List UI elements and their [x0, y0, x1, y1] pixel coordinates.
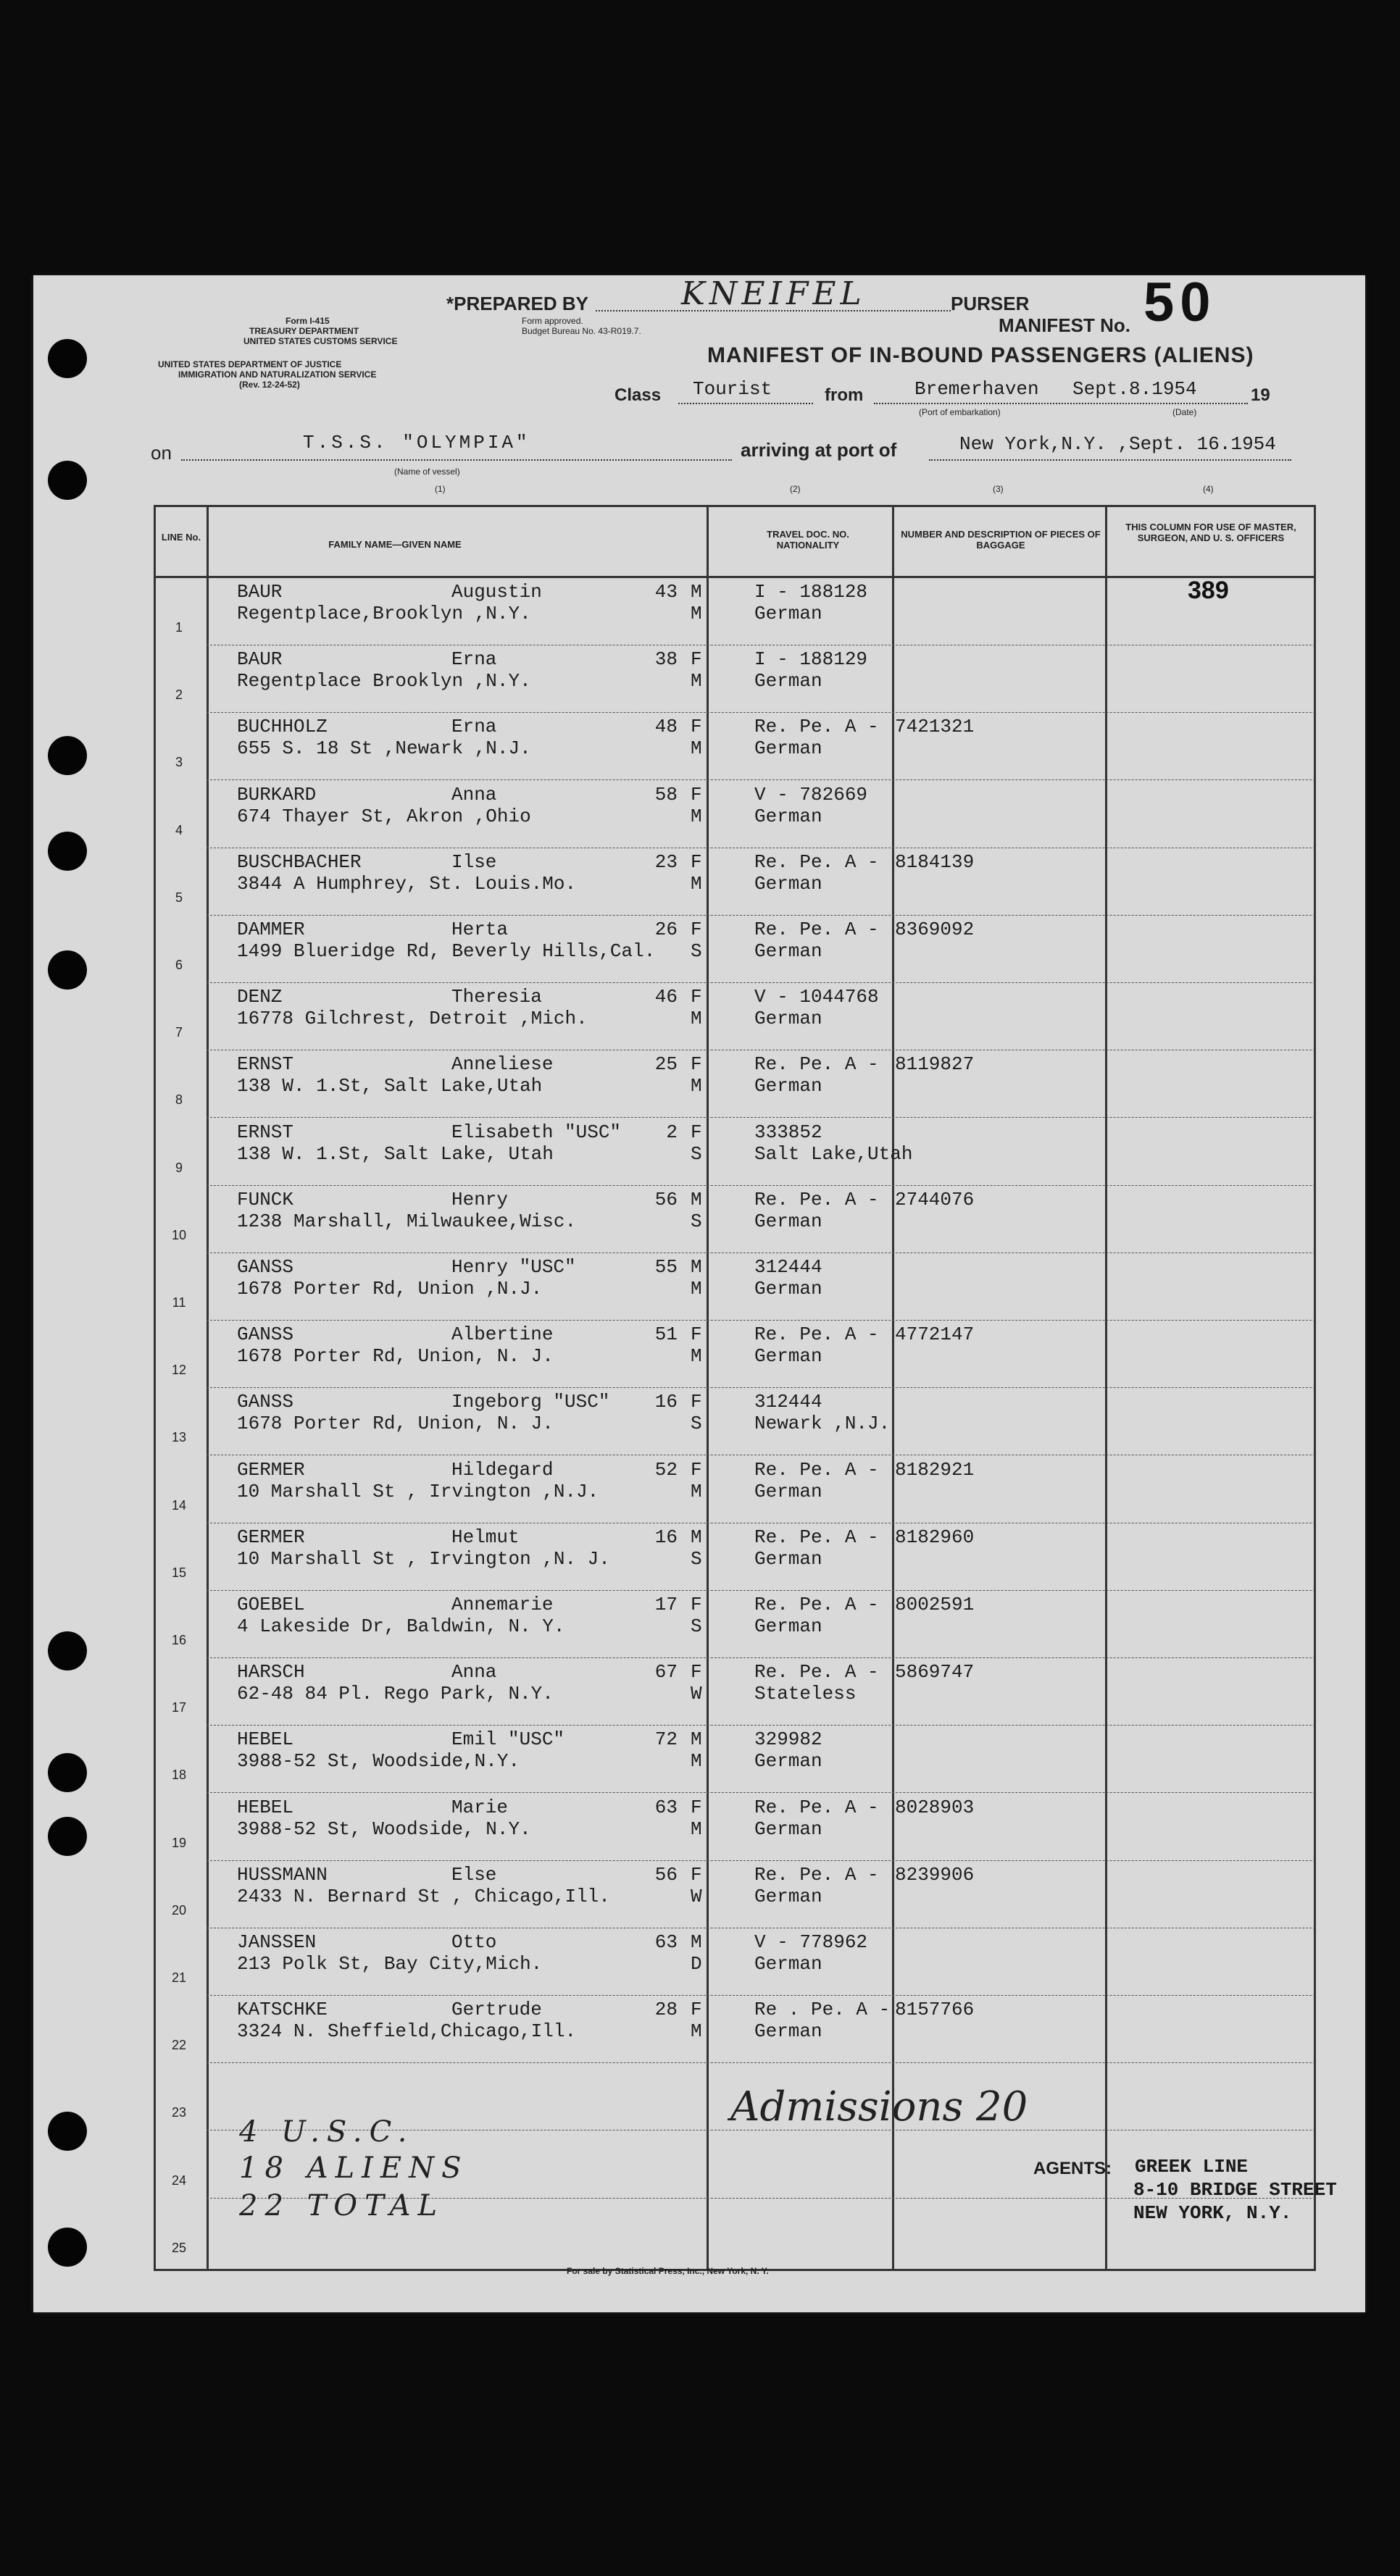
line-number: 11 [172, 1295, 186, 1310]
given-name: Augustin [451, 581, 542, 603]
agents-line-1: GREEK LINE [1135, 2156, 1249, 2178]
sex: F [691, 919, 702, 940]
age: 38 [654, 648, 678, 671]
col-caption-4: (4) [1203, 484, 1214, 494]
table-row [156, 781, 1315, 848]
table-row [156, 1591, 1315, 1658]
budget-bureau: Budget Bureau No. 43-R019.7. [522, 326, 641, 336]
marital-status: M [691, 670, 702, 693]
col-caption-3: (3) [993, 484, 1004, 494]
nationality: German [754, 1345, 822, 1368]
nationality: German [754, 1953, 822, 1975]
nationality: German [754, 737, 822, 760]
baggage-number: 8239906 [895, 1863, 975, 1886]
age: 67 [654, 1661, 678, 1684]
travel-doc-number: 312444 [754, 1391, 822, 1413]
travel-doc-number: 333852 [754, 1121, 822, 1143]
form-approved: Form approved. [522, 316, 583, 326]
sex: F [691, 1594, 702, 1615]
family-name: BUCHHOLZ [237, 716, 328, 738]
marital-status: M [691, 1008, 702, 1030]
address: Regentplace Brooklyn ,N.Y. [237, 670, 531, 693]
baggage-number: 8184139 [895, 850, 975, 873]
marital-status: M [691, 2020, 702, 2043]
address: 138 W. 1.St, Salt Lake, Utah [237, 1142, 554, 1165]
line-number: 13 [171, 1430, 187, 1445]
given-name: Marie [451, 1796, 509, 1818]
punch-hole [48, 1631, 87, 1670]
class-value: Tourist [693, 378, 772, 400]
age: 28 [654, 1999, 678, 2021]
sex: F [691, 1323, 702, 1346]
arrival-port-date: New York,N.Y. ,Sept. 16.1954 [959, 433, 1276, 455]
table-row [156, 1388, 1315, 1455]
travel-doc-number: Re. Pe. A - [754, 1053, 879, 1076]
marital-status: S [691, 1142, 702, 1165]
col-header-travel-doc: TRAVEL DOC. NO. NATIONALITY [767, 529, 849, 551]
nationality: Stateless [754, 1683, 857, 1705]
travel-doc-number: Re. Pe. A - [754, 716, 879, 738]
baggage-number: 7421321 [895, 716, 975, 738]
marital-status: S [691, 940, 702, 962]
baggage-number: 5869747 [895, 1661, 975, 1684]
table-row [156, 1523, 1315, 1591]
travel-doc-number: V - 1044768 [754, 986, 879, 1008]
baggage-number: 8369092 [895, 919, 975, 940]
given-name: Gertrude [451, 1999, 542, 2021]
age: 56 [654, 1863, 678, 1886]
age: 51 [654, 1323, 678, 1346]
family-name: GOEBEL [237, 1594, 305, 1615]
given-name: Anna [451, 1661, 497, 1684]
sex: F [691, 986, 702, 1008]
marital-status: W [691, 1885, 702, 1907]
nationality: German [754, 872, 822, 895]
travel-doc-number: Re. Pe. A - [754, 1188, 879, 1210]
punch-hole [48, 461, 87, 500]
family-name: FUNCK [237, 1188, 294, 1210]
address: 213 Polk St, Bay City,Mich. [237, 1953, 543, 1975]
table-row [156, 1321, 1315, 1388]
line-number: 16 [171, 1633, 187, 1647]
tally-total: 22 TOTAL [239, 2189, 445, 2222]
table-row [156, 645, 1315, 713]
address: 10 Marshall St , Irvington ,N.J. [237, 1480, 599, 1502]
footer-publisher: For sale by Statistical Press, Inc., New York, N. Y. [567, 2266, 769, 2276]
given-name: Hildegard [451, 1458, 554, 1481]
agents-line-3: NEW YORK, N.Y. [1133, 2202, 1292, 2224]
sex: M [691, 1188, 702, 1210]
family-name: ERNST [237, 1053, 294, 1076]
table-row [156, 1726, 1315, 1793]
line-number: 7 [175, 1025, 183, 1040]
punch-hole [48, 2228, 87, 2267]
given-name: Anneliese [451, 1053, 554, 1076]
from-label: from [825, 385, 864, 405]
family-name: KATSCHKE [237, 1999, 328, 2021]
col-header-baggage: NUMBER AND DESCRIPTION OF PIECES OF BAGGAGE [901, 529, 1101, 551]
vessel-caption: (Name of vessel) [394, 467, 460, 477]
age: 58 [654, 783, 678, 806]
nationality: Salt Lake,Utah [754, 1142, 913, 1165]
nationality: German [754, 805, 822, 827]
given-name: Annemarie [451, 1594, 554, 1615]
line-number: 14 [171, 1497, 187, 1513]
table-row [156, 916, 1315, 983]
punch-hole [48, 950, 87, 990]
class-label: Class [614, 385, 662, 405]
age: 55 [654, 1256, 678, 1278]
age: 48 [654, 716, 678, 738]
nationality: German [754, 1210, 822, 1232]
family-name: HEBEL [237, 1796, 294, 1818]
given-name: Theresia [451, 986, 542, 1008]
col-caption-2: (2) [790, 484, 801, 494]
sex: F [691, 783, 702, 806]
address: 3988-52 St, Woodside, N.Y. [237, 1818, 531, 1840]
col-caption-1: (1) [435, 484, 446, 494]
table-row [156, 1186, 1315, 1253]
col-header-officers: THIS COLUMN FOR USE OF MASTER, SURGEON, AND U. S. OFFICERS [1125, 522, 1296, 543]
table-row [156, 713, 1315, 780]
line-number: 22 [171, 2038, 187, 2053]
marital-status: M [691, 737, 702, 760]
travel-doc-number: Re. Pe. A - [754, 1661, 879, 1684]
given-name: Ilse [451, 850, 497, 873]
given-name: Erna [451, 716, 497, 738]
from-port: Bremerhaven [914, 378, 1039, 400]
line-number: 24 [171, 2173, 187, 2188]
table-row [156, 1996, 1315, 2063]
table-row [156, 578, 1315, 645]
dept-treasury: TREASURY DEPARTMENT [249, 326, 359, 336]
nationality: German [754, 670, 822, 693]
tally-usc: 4 U.S.C. [239, 2115, 414, 2149]
family-name: GERMER [237, 1458, 305, 1481]
travel-doc-number: Re. Pe. A - [754, 850, 879, 873]
travel-doc-number: Re. Pe. A - [754, 1458, 879, 1481]
baggage-number: 8119827 [895, 1053, 975, 1076]
marital-status: M [691, 805, 702, 827]
given-name: Herta [451, 919, 509, 940]
family-name: HARSCH [237, 1661, 305, 1684]
sex: M [691, 1256, 702, 1278]
col-header-line-no: LINE No. [161, 532, 201, 543]
table-row [156, 848, 1315, 916]
manifest-number: 50 [1143, 272, 1217, 333]
family-name: BUSCHBACHER [237, 850, 362, 873]
sex: F [691, 850, 702, 873]
family-name: DENZ [237, 986, 283, 1008]
age: 2 [666, 1121, 678, 1143]
family-name: HUSSMANN [237, 1863, 328, 1886]
given-name: Helmut [451, 1526, 520, 1548]
age: 63 [654, 1796, 678, 1818]
travel-doc-number: Re . Pe. A - [754, 1999, 891, 2021]
baggage-number: 2744076 [895, 1188, 975, 1210]
nationality: German [754, 1547, 822, 1570]
baggage-number: 8157766 [895, 1999, 975, 2021]
year-prefix: 19 [1251, 385, 1270, 405]
travel-doc-number: I - 188129 [754, 648, 868, 671]
family-name: GERMER [237, 1526, 305, 1548]
family-name: HEBEL [237, 1728, 294, 1751]
line-number: 1 [175, 620, 183, 635]
line-number: 4 [175, 822, 183, 837]
travel-doc-number: 312444 [754, 1256, 822, 1278]
sex: F [691, 1458, 702, 1481]
address: 3988-52 St, Woodside,N.Y. [237, 1750, 520, 1773]
baggage-number: 8028903 [895, 1796, 975, 1818]
age: 23 [654, 850, 678, 873]
manifest-no-label: MANIFEST No. [999, 314, 1130, 336]
given-name: Else [451, 1863, 497, 1886]
prepared-by-label: *PREPARED BY [446, 293, 589, 314]
family-name: ERNST [237, 1121, 294, 1143]
nationality: German [754, 1008, 822, 1030]
line-number: 20 [171, 1902, 187, 1918]
travel-doc-number: 329982 [754, 1728, 822, 1751]
given-name: Albertine [451, 1323, 554, 1346]
on-label: on [151, 442, 172, 464]
marital-status: M [691, 603, 702, 624]
travel-doc-number: Re. Pe. A - [754, 1323, 879, 1346]
travel-doc-number: Re. Pe. A - [754, 1594, 879, 1615]
age: 56 [654, 1188, 678, 1210]
age: 46 [654, 986, 678, 1008]
travel-doc-number: Re. Pe. A - [754, 1526, 879, 1548]
line-number: 15 [171, 1565, 187, 1580]
punch-hole [48, 832, 87, 871]
family-name: GANSS [237, 1323, 294, 1346]
nationality: Newark ,N.J. [754, 1413, 891, 1435]
punch-hole [48, 2112, 87, 2151]
table-row [156, 1794, 1315, 1861]
dept-justice: UNITED STATES DEPARTMENT OF JUSTICE [158, 359, 342, 369]
punch-hole [48, 1753, 87, 1792]
tally-aliens: 18 ALIENS [239, 2151, 469, 2185]
marital-status: M [691, 1075, 702, 1097]
date-caption: (Date) [1172, 407, 1197, 417]
given-name: Anna [451, 783, 497, 806]
sex: F [691, 648, 702, 671]
sex: F [691, 1863, 702, 1886]
nationality: German [754, 1615, 822, 1637]
address: 1678 Porter Rd, Union ,N.J. [237, 1278, 543, 1300]
line-number: 23 [171, 2105, 187, 2120]
address: 2433 N. Bernard St , Chicago,Ill. [237, 1885, 610, 1907]
family-name: GANSS [237, 1256, 294, 1278]
address: 1238 Marshall, Milwaukee,Wisc. [237, 1210, 577, 1232]
col-header-name: FAMILY NAME—GIVEN NAME [328, 539, 462, 550]
sex: F [691, 1053, 702, 1076]
officer-stamp-number: 389 [1188, 577, 1229, 604]
sex: F [691, 1796, 702, 1818]
marital-status: M [691, 1480, 702, 1502]
sex: M [691, 1526, 702, 1548]
table-row [156, 1118, 1315, 1186]
sex: F [691, 1661, 702, 1684]
table-row [156, 1658, 1315, 1726]
family-name: DAMMER [237, 919, 305, 940]
marital-status: W [691, 1683, 702, 1705]
age: 72 [654, 1728, 678, 1751]
table-row [156, 1253, 1315, 1321]
travel-doc-number: V - 778962 [754, 1931, 868, 1953]
age: 52 [654, 1458, 678, 1481]
family-name: BAUR [237, 581, 283, 603]
nationality: German [754, 1750, 822, 1773]
age: 43 [654, 581, 678, 603]
age: 17 [654, 1594, 678, 1615]
family-name: GANSS [237, 1391, 294, 1413]
age: 16 [654, 1391, 678, 1413]
passenger-table [154, 505, 1316, 2271]
given-name: Erna [451, 648, 497, 671]
age: 25 [654, 1053, 678, 1076]
nationality: German [754, 1075, 822, 1097]
form-number: Form I-415 [286, 316, 330, 326]
line-number: 3 [175, 755, 183, 770]
table-row [156, 1050, 1315, 1118]
given-name: Otto [451, 1931, 497, 1953]
address: 1678 Porter Rd, Union, N. J. [237, 1345, 554, 1368]
given-name: Ingeborg "USC" [451, 1391, 610, 1413]
port-caption: (Port of embarkation) [919, 407, 1001, 417]
marital-status: M [691, 1750, 702, 1773]
from-date: Sept.8.1954 [1072, 378, 1197, 400]
address: 3324 N. Sheffield,Chicago,Ill. [237, 2020, 577, 2043]
handwritten-admissions: Admissions 20 [730, 2083, 1028, 2130]
table-row [156, 1861, 1315, 1928]
agents-label: AGENTS: [1033, 2159, 1112, 2178]
prepared-by-signature: KNEIFEL [681, 275, 866, 312]
address: 3844 A Humphrey, St. Louis.Mo. [237, 872, 577, 895]
agents-line-2: 8-10 BRIDGE STREET [1133, 2179, 1337, 2201]
marital-status: S [691, 1547, 702, 1570]
sex: F [691, 1999, 702, 2021]
line-number: 25 [171, 2240, 187, 2255]
travel-doc-number: Re. Pe. A - [754, 1796, 879, 1818]
table-row [156, 983, 1315, 1050]
nationality: German [754, 1480, 822, 1502]
given-name: Henry "USC" [451, 1256, 576, 1278]
given-name: Elisabeth "USC" [451, 1121, 622, 1143]
address: 10 Marshall St , Irvington ,N. J. [237, 1547, 610, 1570]
line-number: 8 [175, 1092, 183, 1108]
sex: M [691, 1728, 702, 1751]
marital-status: S [691, 1210, 702, 1232]
travel-doc-number: Re. Pe. A - [754, 919, 879, 940]
given-name: Emil "USC" [451, 1728, 565, 1751]
age: 26 [654, 919, 678, 940]
line-number: 12 [171, 1363, 187, 1378]
line-number: 19 [171, 1835, 187, 1850]
nationality: German [754, 940, 822, 962]
marital-status: M [691, 1278, 702, 1300]
marital-status: M [691, 1345, 702, 1368]
address: 4 Lakeside Dr, Baldwin, N. Y. [237, 1615, 565, 1637]
punch-hole [48, 736, 87, 775]
address: 16778 Gilchrest, Detroit ,Mich. [237, 1008, 588, 1030]
nationality: German [754, 1885, 822, 1907]
travel-doc-number: I - 188128 [754, 581, 868, 603]
sex: M [691, 581, 702, 603]
nationality: German [754, 1278, 822, 1300]
line-number: 18 [171, 1768, 187, 1783]
address: 138 W. 1.St, Salt Lake,Utah [237, 1075, 543, 1097]
address: 62-48 84 Pl. Rego Park, N.Y. [237, 1683, 554, 1705]
marital-status: D [691, 1953, 702, 1975]
arriving-label: arriving at port of [741, 439, 897, 461]
table-row [156, 1456, 1315, 1523]
line-number: 9 [175, 1160, 183, 1175]
age: 63 [654, 1931, 678, 1953]
sex: F [691, 716, 702, 738]
family-name: BURKARD [237, 783, 317, 806]
given-name: Henry [451, 1188, 509, 1210]
immigration-service: IMMIGRATION AND NATURALIZATION SERVICE [178, 369, 377, 380]
family-name: JANSSEN [237, 1931, 317, 1953]
line-number: 2 [175, 687, 183, 703]
form-revision: (Rev. 12-24-52) [239, 380, 300, 390]
baggage-number: 4772147 [895, 1323, 975, 1346]
nationality: German [754, 603, 822, 624]
marital-status: S [691, 1615, 702, 1637]
purser-label: PURSER [951, 293, 1030, 314]
sex: F [691, 1391, 702, 1413]
nationality: German [754, 1818, 822, 1840]
marital-status: M [691, 872, 702, 895]
line-number: 6 [175, 958, 183, 972]
line-number: 17 [171, 1700, 187, 1715]
address: 1499 Blueridge Rd, Beverly Hills,Cal. [237, 940, 656, 962]
line-number: 10 [171, 1227, 187, 1242]
marital-status: S [691, 1413, 702, 1435]
age: 16 [654, 1526, 678, 1548]
travel-doc-number: Re. Pe. A - [754, 1863, 879, 1886]
punch-hole [48, 339, 87, 378]
address: Regentplace,Brooklyn ,N.Y. [237, 603, 531, 624]
customs-service: UNITED STATES CUSTOMS SERVICE [243, 336, 398, 346]
punch-hole [48, 1817, 87, 1856]
address: 674 Thayer St, Akron ,Ohio [237, 805, 531, 827]
manifest-title: MANIFEST OF IN-BOUND PASSENGERS (ALIENS) [707, 343, 1254, 367]
baggage-number: 8182960 [895, 1526, 975, 1548]
sex: M [691, 1931, 702, 1953]
family-name: BAUR [237, 648, 283, 671]
travel-doc-number: V - 782669 [754, 783, 868, 806]
vessel-name: T.S.S. "OLYMPIA" [303, 432, 530, 453]
nationality: German [754, 2020, 822, 2043]
line-number: 5 [175, 890, 183, 905]
address: 655 S. 18 St ,Newark ,N.J. [237, 737, 531, 760]
sex: F [691, 1121, 702, 1143]
address: 1678 Porter Rd, Union, N. J. [237, 1413, 554, 1435]
line-number: 21 [171, 1970, 187, 1985]
marital-status: M [691, 1818, 702, 1840]
baggage-number: 8182921 [895, 1458, 975, 1481]
table-row [156, 1928, 1315, 1996]
baggage-number: 8002591 [895, 1594, 975, 1615]
